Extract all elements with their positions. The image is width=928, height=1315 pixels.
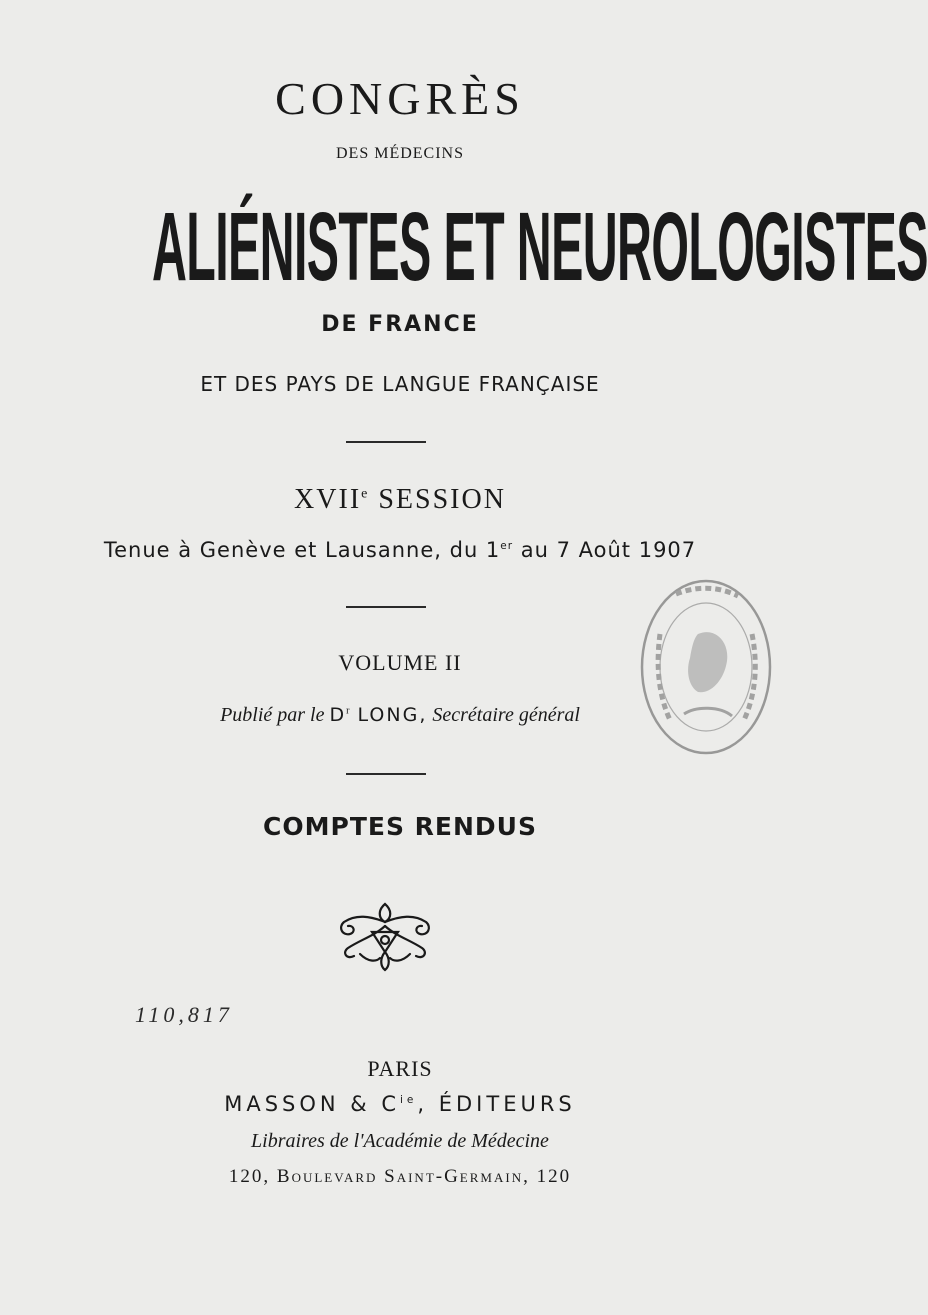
publie-text-a: Publié par le bbox=[220, 704, 330, 726]
comptes-rendus-heading: COMPTES RENDUS bbox=[263, 812, 537, 841]
tenue-line bbox=[0, 538, 800, 562]
libraires-line: Libraires de l'Académie de Médecine bbox=[251, 1130, 549, 1152]
session-superscript: e bbox=[361, 486, 370, 502]
publisher-superscript: ie bbox=[400, 1094, 418, 1106]
divider-rule bbox=[346, 441, 426, 443]
publisher-line bbox=[0, 1092, 800, 1116]
divider-rule bbox=[346, 773, 426, 775]
publisher-text-b: , ÉDITEURS bbox=[417, 1092, 576, 1116]
library-stamp bbox=[636, 574, 776, 760]
divider-rule bbox=[346, 606, 426, 608]
volume-line: VOLUME II bbox=[338, 650, 462, 675]
fleuron-ornament-icon bbox=[330, 896, 440, 976]
tenue-superscript: er bbox=[500, 540, 514, 552]
publie-text-b: Secrétaire général bbox=[427, 704, 580, 726]
address-line: 120, Boulevard Saint-Germain, 120 bbox=[228, 1166, 572, 1187]
tenue-text-a: Tenue à Genève et Lausanne, du 1 bbox=[103, 538, 501, 562]
shelfmark-number: 110,817 bbox=[135, 1002, 233, 1027]
alienistes-heading: ALIÉNISTES ET NEUROLOGISTES bbox=[152, 191, 928, 302]
imprint-city: PARIS bbox=[367, 1056, 433, 1081]
tenue-text-b: au 7 Août 1907 bbox=[513, 538, 697, 562]
library-stamp-seal-icon bbox=[636, 574, 776, 760]
pays-line: ET DES PAYS DE LANGUE FRANÇAISE bbox=[200, 372, 600, 396]
session-line bbox=[0, 484, 800, 516]
publie-dr-superscript: r bbox=[346, 705, 350, 717]
congres-heading: CONGRÈS bbox=[275, 73, 525, 124]
publie-dr: D bbox=[329, 704, 347, 726]
de-france-line: DE FRANCE bbox=[321, 312, 479, 337]
des-medecins-line: DES MÉDECINS bbox=[335, 145, 464, 162]
publisher-text-a: MASSON & C bbox=[224, 1092, 400, 1116]
session-number: XVII bbox=[294, 484, 362, 515]
publie-long: LONG, bbox=[349, 704, 428, 726]
session-word: SESSION bbox=[369, 484, 506, 515]
